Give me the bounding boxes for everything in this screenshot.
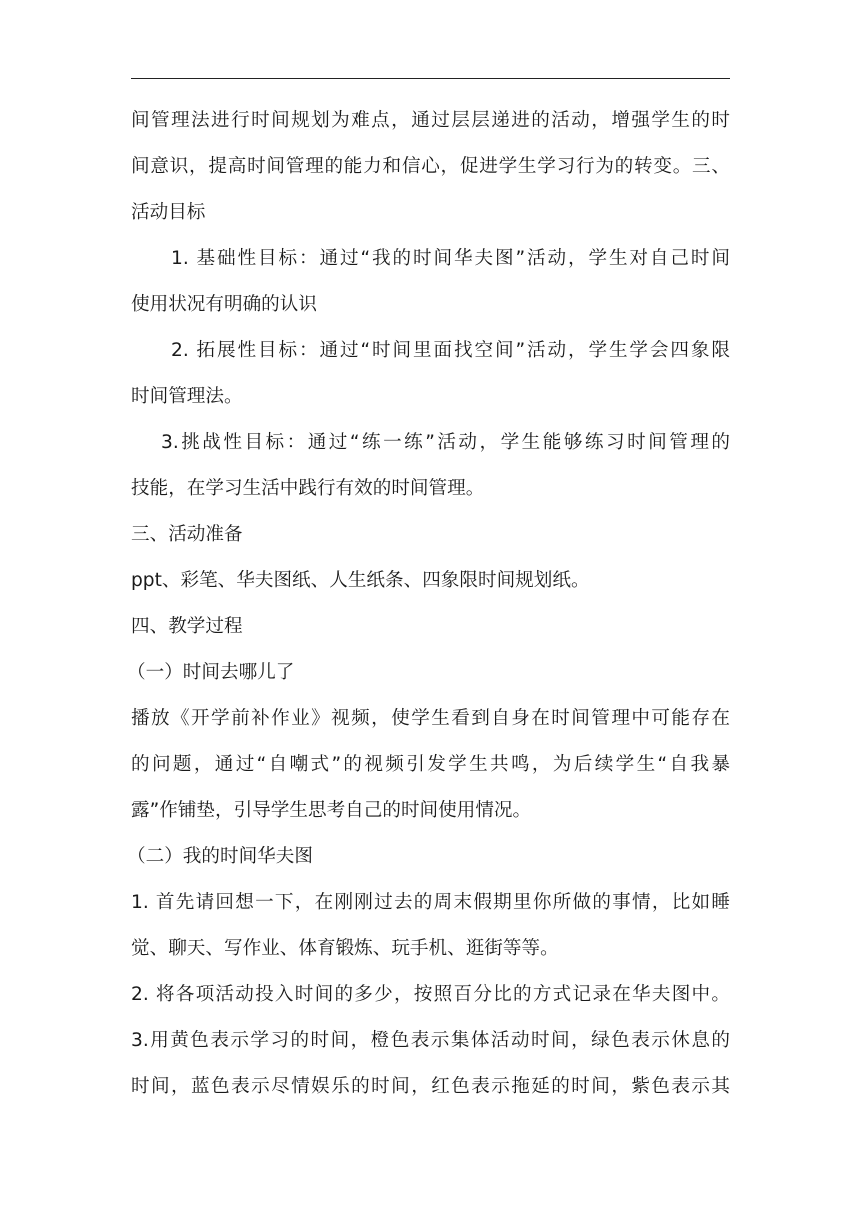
preparation-materials: ppt、彩笔、华夫图纸、人生纸条、四象限时间规划纸。 [131,570,590,591]
body-line: 技能，在学习生活中践行有效的时间管理。 [131,478,485,499]
header-rule [131,78,730,79]
list-item-goal-3: 3.挑战性目标：通过“练一练”活动，学生能够练习时间管理的 [161,432,730,453]
body-line: 间管理法进行时间规划为难点，通过层层递进的活动，增强学生的时 [131,110,730,131]
body-line: 间意识，提高时间管理的能力和信心，促进学生学习行为的转变。三、 [131,156,730,177]
list-item-step-3: 3.用黄色表示学习的时间，橙色表示集体活动时间，绿色表示休息的 [131,1030,730,1051]
body-line: 的问题，通过“自嘲式”的视频引发学生共鸣，为后续学生“自我暴 [131,754,730,775]
list-item-step-2: 2. 将各项活动投入时间的多少，按照百分比的方式记录在华夫图中。 [131,984,730,1005]
section-heading-preparation: 三、活动准备 [131,524,243,545]
list-item-goal-2: 2. 拓展性目标：通过“时间里面找空间”活动，学生学会四象限 [171,340,730,361]
body-line: 使用状况有明确的认识 [131,294,317,315]
body-line: 觉、聊天、写作业、体育锻炼、玩手机、逛街等等。 [131,938,559,959]
document-body [127,98,730,1110]
list-item-step-1: 1. 首先请回想一下，在刚刚过去的周末假期里你所做的事情，比如睡 [131,892,730,913]
body-line: 露”作铺垫，引导学生思考自己的时间使用情况。 [131,800,532,821]
section-heading: 活动目标 [131,202,206,223]
body-line: 时间管理法。 [131,386,243,407]
section-heading-process: 四、教学过程 [131,616,243,637]
list-item-goal-1: 1. 基础性目标：通过“我的时间华夫图”活动，学生对自己时间 [171,248,730,269]
body-line: 时间，蓝色表示尽情娱乐的时间，红色表示拖延的时间，紫色表示其 [131,1076,730,1097]
subsection-heading-1: （一）时间去哪儿了 [127,662,295,683]
body-line: 播放《开学前补作业》视频，使学生看到自身在时间管理中可能存在 [131,708,730,729]
subsection-heading-2: （二）我的时间华夫图 [127,846,313,867]
